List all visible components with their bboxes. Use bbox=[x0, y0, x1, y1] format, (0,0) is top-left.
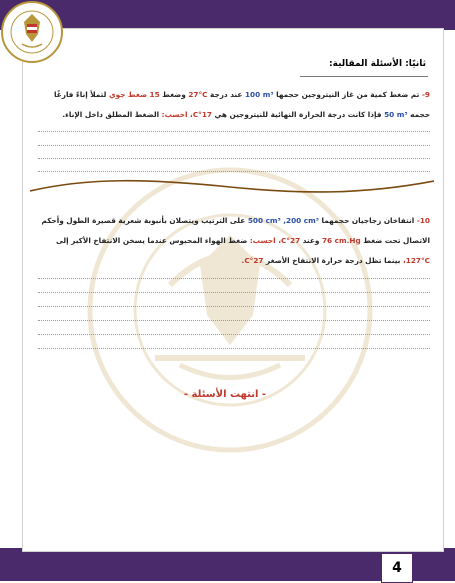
answer-line bbox=[38, 348, 430, 349]
question-10-line-2: الاتصال تحت ضغط 76 cm.Hg وعند 27°C، احسب: ضغط الهواء المحبوس عندما يسخن الانتفاخ الأكبر إلى bbox=[56, 236, 430, 245]
answer-line bbox=[38, 278, 430, 279]
question-10-line-1: 10- انتفاخان زجاجيان حجمهما 500 cm³ ,200 cm³ على الترتيب ويتصلان بأنبوبة شعرية قصيرة الطول وأحكم bbox=[41, 216, 430, 225]
answer-line bbox=[38, 320, 430, 321]
answer-line bbox=[38, 145, 430, 146]
answer-line bbox=[38, 334, 430, 335]
answer-line bbox=[38, 292, 430, 293]
wave-divider bbox=[30, 175, 434, 199]
answer-line bbox=[38, 171, 430, 172]
end-of-questions: - انتهت الأسئلة - bbox=[183, 389, 267, 400]
question-10-line-3: 127°C، بينما تظل درجة حرارة الانتفاخ الأصغر 27°C. bbox=[241, 256, 430, 265]
section-header bbox=[300, 58, 428, 77]
ministry-logo-icon bbox=[0, 0, 64, 64]
answer-line bbox=[38, 306, 430, 307]
question-9-line-2: حجمه 50 m³ فإذا كانت درجة الحرارة النهائية للنيتروجين هي 17°C، احسب: الضغط المطلق داخل الإناء. bbox=[62, 110, 430, 119]
answer-line bbox=[38, 131, 430, 132]
question-9-line-1: 9- تم ضغط كمية من غاز النيتروجين حجمها 100 m³ عند درجة 27°C وضغط 15 ضغط جوي لتملأ إناءً فارغًا bbox=[54, 90, 430, 99]
page-number: 4 bbox=[381, 553, 413, 583]
section-title: ثانيًا: الأسئلة المقالية: bbox=[329, 59, 426, 69]
ministry-watermark-icon bbox=[85, 165, 375, 455]
top-band bbox=[0, 0, 455, 30]
answer-line bbox=[38, 158, 430, 159]
